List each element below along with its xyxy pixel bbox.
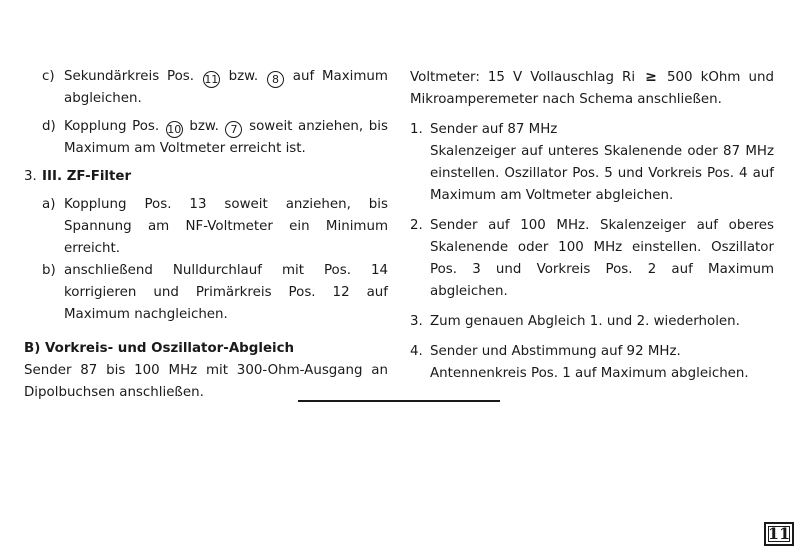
step-d-number: d) (42, 119, 56, 134)
right-item-3-number: 3. (410, 314, 423, 329)
left-column (24, 66, 388, 404)
step-3a-number: a) (42, 197, 56, 212)
step-c-post: auf Maximum abgleichen. (64, 69, 388, 106)
section-3-title: III. ZF-Filter (42, 169, 132, 184)
right-item-1-body (430, 119, 774, 207)
right-item-3-text: Zum genauen Abgleich 1. und 2. wiederholen. (430, 314, 740, 329)
step-3b-text: anschließend Nulldurchlauf mit Pos. 14 korrigieren und Primärkreis Pos. 12 auf Maximum nachgleichen. (64, 263, 388, 322)
step-c-mid: bzw. (228, 69, 259, 84)
position-marker-10: 10 (167, 123, 182, 136)
right-item-4-body (430, 341, 774, 385)
right-item-4-text: Antennenkreis Pos. 1 auf Maximum abgleichen. (430, 366, 749, 381)
page-number: 11 (764, 522, 794, 546)
step-d-mid: bzw. (189, 119, 219, 134)
position-marker-11: 11 (204, 73, 219, 86)
section-divider (298, 400, 500, 402)
right-item-4-head: Sender und Abstimmung auf 92 MHz. (430, 344, 681, 359)
position-marker-8: 8 (267, 71, 284, 88)
step-c-pre: Sekundärkreis Pos. (64, 69, 194, 84)
voltmeter-intro-a: Voltmeter: 15 V Vollauschlag Ri (410, 70, 636, 85)
right-item-3 (410, 311, 774, 333)
step-3a-text: Kopplung Pos. 13 soweit anziehen, bis Spannung am NF-Voltmeter ein Minimum erreicht. (64, 197, 388, 256)
right-item-1 (410, 119, 774, 207)
step-3b (24, 260, 388, 326)
voltmeter-intro (410, 66, 774, 111)
right-item-4 (410, 341, 774, 385)
step-d-pre: Kopplung Pos. (64, 119, 160, 134)
step-3b-number: b) (42, 263, 56, 278)
step-c-text (64, 66, 388, 110)
step-d-text (64, 116, 388, 160)
step-d (24, 116, 388, 160)
section-3-number: 3. (24, 169, 37, 184)
right-column (410, 66, 774, 385)
section-3-heading (24, 166, 388, 188)
section-b-title (24, 338, 388, 360)
greater-equal-symbol: ≥ (645, 69, 657, 85)
position-marker-7: 7 (225, 121, 242, 138)
right-item-2-number: 2. (410, 218, 423, 233)
right-item-1-head: Sender auf 87 MHz (430, 122, 558, 137)
step-3a (24, 194, 388, 260)
right-item-1-text: Skalenzeiger auf unteres Skalenende oder 87 MHz einstellen. Oszillator Pos. 5 und Vorkreis Pos. 4 auf Maximum am Voltmeter abgleichen. (430, 144, 774, 203)
right-item-4-number: 4. (410, 344, 423, 359)
section-b-title-text: B) Vorkreis- und Oszillator-Abgleich (24, 341, 295, 356)
right-item-1-number: 1. (410, 122, 423, 137)
right-item-2 (410, 215, 774, 303)
step-d-post: soweit anziehen, bis Maximum am Voltmeter erreicht ist. (64, 119, 388, 156)
voltmeter-intro-b: 500 kOhm und Mikroamperemeter nach Schema anschließen. (410, 70, 774, 107)
step-c-number: c) (42, 69, 55, 84)
section-b-text: Sender 87 bis 100 MHz mit 300-Ohm-Ausgang an Dipolbuchsen anschließen. (24, 363, 388, 400)
step-c (24, 66, 388, 110)
right-item-2-text: Sender auf 100 MHz. Skalenzeiger auf oberes Skalenende oder 100 MHz einstellen. Oszillator Pos. 3 und Vorkreis Pos. 2 auf Maximum abgleichen. (430, 218, 774, 299)
